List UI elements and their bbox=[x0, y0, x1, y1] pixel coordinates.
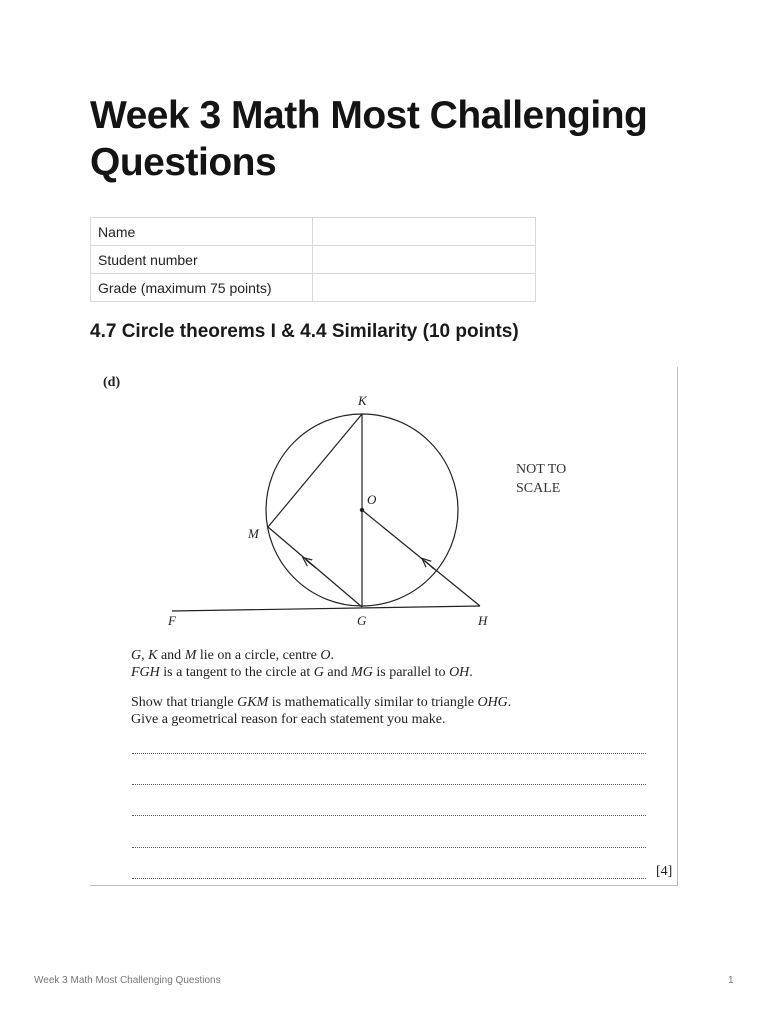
section-heading: 4.7 Circle theorems I & 4.4 Similarity (10 points) bbox=[90, 321, 519, 342]
answer-line[interactable] bbox=[132, 847, 646, 848]
centre-point bbox=[360, 508, 364, 512]
question-text-line-3: Show that triangle GKM is mathematically similar to triangle OHG. bbox=[131, 695, 512, 710]
question-text-line-4: Give a geometrical reason for each statement you make. bbox=[131, 712, 446, 727]
page-title: Week 3 Math Most Challenging Questions bbox=[90, 94, 648, 184]
footer-text: Week 3 Math Most Challenging Questions bbox=[34, 975, 221, 986]
question-text-line-2: FGH is a tangent to the circle at G and MG is parallel to OH. bbox=[131, 665, 473, 680]
table-row bbox=[91, 218, 536, 246]
not-to-scale-note: NOT TO SCALE bbox=[516, 462, 567, 496]
marks-label: [4] bbox=[656, 864, 673, 879]
circle-diagram bbox=[90, 367, 678, 637]
answer-line[interactable] bbox=[132, 878, 646, 879]
name-value[interactable] bbox=[313, 218, 536, 246]
page-number: 1 bbox=[728, 975, 734, 986]
table-row bbox=[91, 274, 536, 302]
answer-line[interactable] bbox=[132, 815, 646, 816]
segment-oh bbox=[362, 510, 480, 606]
parallel-arrow-oh bbox=[425, 561, 434, 569]
label-h: H bbox=[478, 613, 488, 628]
student-info-table bbox=[90, 217, 536, 302]
label-o: O bbox=[367, 492, 377, 507]
tangent-line-fgh bbox=[172, 606, 480, 611]
answer-line[interactable] bbox=[132, 753, 646, 754]
label-f: F bbox=[168, 613, 176, 628]
parallel-arrow-mg bbox=[306, 560, 316, 568]
label-g: G bbox=[357, 613, 367, 628]
table-row bbox=[91, 246, 536, 274]
question-text-line-1: G, K and M lie on a circle, centre O. bbox=[131, 648, 334, 663]
label-k: K bbox=[358, 393, 367, 408]
student-number-label: Student number bbox=[91, 246, 313, 274]
answer-line[interactable] bbox=[132, 784, 646, 785]
question-image bbox=[90, 367, 678, 886]
chord-mk bbox=[268, 414, 362, 527]
student-number-value[interactable] bbox=[313, 246, 536, 274]
grade-label: Grade (maximum 75 points) bbox=[91, 274, 313, 302]
question-part-label: (d) bbox=[103, 375, 121, 390]
grade-value[interactable] bbox=[313, 274, 536, 302]
label-m: M bbox=[248, 526, 259, 541]
name-label: Name bbox=[91, 218, 313, 246]
